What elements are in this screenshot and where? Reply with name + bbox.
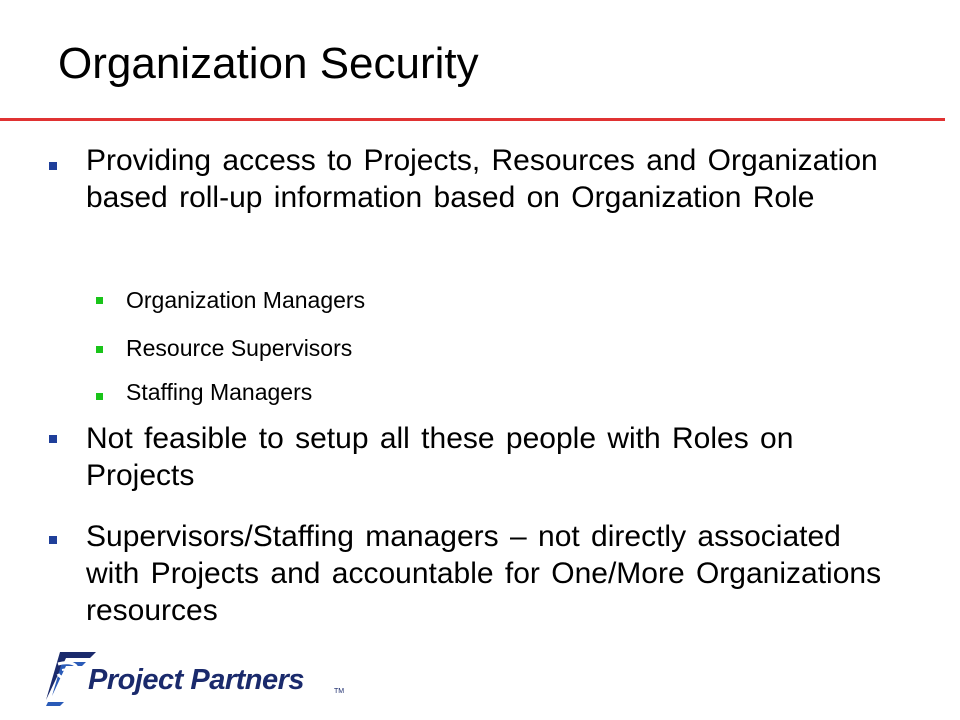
square-bullet-icon [49,162,57,170]
slide-title: Organization Security [58,39,479,88]
logo-wordmark: Project Partners [88,664,305,696]
square-bullet-icon [96,393,103,400]
square-bullet-icon [49,435,57,443]
square-bullet-icon [96,297,103,304]
bullet-text: Supervisors/Staffing managers – not directly associated with Projects and accountable for One/More Organizations resources [86,520,882,627]
square-bullet-icon [96,346,103,353]
bullet-text: Providing access to Projects, Resources and Organization based roll-up information based on Organization Role [86,144,878,214]
sub-bullet-text: Organization Managers [126,287,366,313]
square-bullet-icon [49,536,57,544]
project-partners-logo [38,648,358,708]
logo-trademark: TM [334,688,345,695]
sub-bullet-text: Resource Supervisors [126,335,353,361]
sub-bullet-text: Staffing Managers [126,379,313,405]
bullet-text: Not feasible to setup all these people with Roles on Projects [86,422,794,492]
